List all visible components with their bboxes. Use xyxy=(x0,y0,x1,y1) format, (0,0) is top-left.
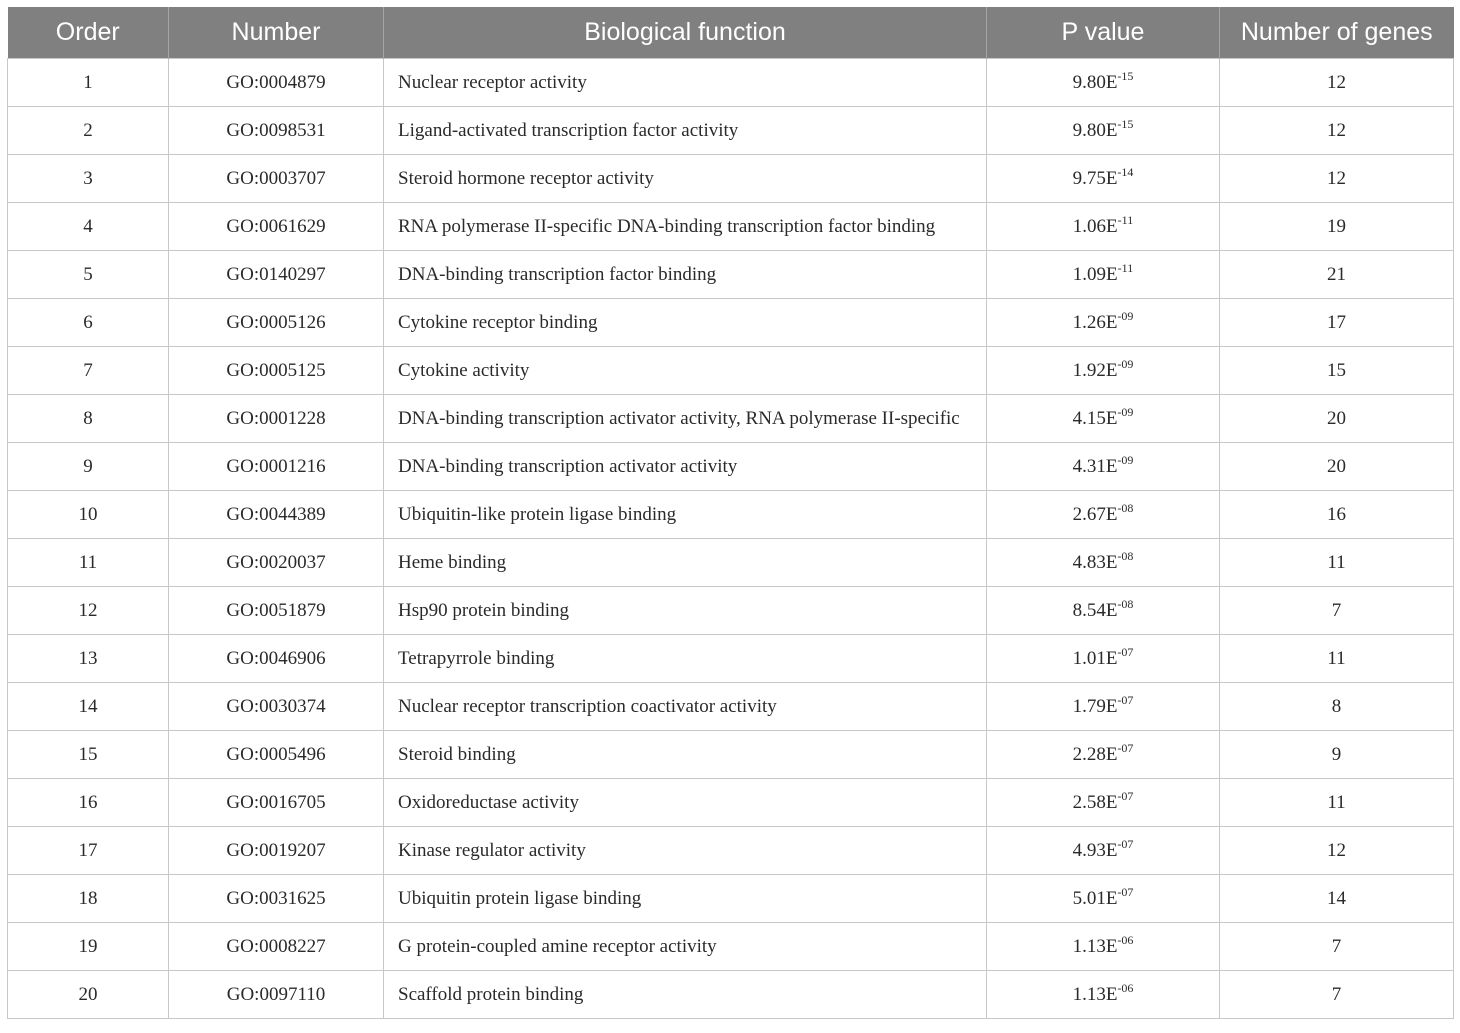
p-value-mantissa: 5.01E xyxy=(1072,887,1118,909)
p-value-cell xyxy=(987,779,1220,827)
biological-function-cell: Cytokine activity xyxy=(384,347,987,395)
gene-count-cell: 15 xyxy=(1220,347,1454,395)
table-row xyxy=(8,491,1454,539)
biological-function-cell: Ubiquitin-like protein ligase binding xyxy=(384,491,987,539)
biological-function-cell: Steroid hormone receptor activity xyxy=(384,155,987,203)
biological-function-cell: DNA-binding transcription activator activity xyxy=(384,443,987,491)
table-row xyxy=(8,779,1454,827)
biological-function-cell: Ligand-activated transcription factor activity xyxy=(384,107,987,155)
order-cell: 18 xyxy=(8,875,169,923)
gene-count-cell: 7 xyxy=(1220,923,1454,971)
p-value-cell xyxy=(987,971,1220,1019)
go-number-cell: GO:0019207 xyxy=(169,827,384,875)
table-row xyxy=(8,539,1454,587)
table-row xyxy=(8,59,1454,107)
p-value-cell xyxy=(987,155,1220,203)
p-value-mantissa: 4.83E xyxy=(1072,551,1118,573)
gene-count-cell: 19 xyxy=(1220,203,1454,251)
p-value-exponent: -09 xyxy=(1117,452,1134,467)
biological-function-cell: DNA-binding transcription factor binding xyxy=(384,251,987,299)
p-value-cell xyxy=(987,59,1220,107)
go-enrichment-table xyxy=(7,7,1454,1019)
biological-function-cell: Tetrapyrrole binding xyxy=(384,635,987,683)
p-value-cell xyxy=(987,443,1220,491)
p-value-cell xyxy=(987,491,1220,539)
biological-function-cell: G protein-coupled amine receptor activity xyxy=(384,923,987,971)
order-cell: 8 xyxy=(8,395,169,443)
go-number-cell: GO:0044389 xyxy=(169,491,384,539)
order-cell: 16 xyxy=(8,779,169,827)
table-header xyxy=(8,7,1454,59)
go-number-cell: GO:0030374 xyxy=(169,683,384,731)
table-row xyxy=(8,731,1454,779)
go-number-cell: GO:0001216 xyxy=(169,443,384,491)
p-value-mantissa: 1.79E xyxy=(1072,695,1118,717)
header-p-value: P value xyxy=(987,7,1220,59)
p-value-exponent: -07 xyxy=(1117,644,1134,659)
order-cell: 11 xyxy=(8,539,169,587)
order-cell: 6 xyxy=(8,299,169,347)
gene-count-cell: 17 xyxy=(1220,299,1454,347)
go-number-cell: GO:0046906 xyxy=(169,635,384,683)
p-value-exponent: -08 xyxy=(1117,500,1134,515)
table-row xyxy=(8,827,1454,875)
biological-function-cell: Scaffold protein binding xyxy=(384,971,987,1019)
order-cell: 12 xyxy=(8,587,169,635)
biological-function-cell: Ubiquitin protein ligase binding xyxy=(384,875,987,923)
gene-count-cell: 9 xyxy=(1220,731,1454,779)
header-number: Number xyxy=(169,7,384,59)
p-value-exponent: -06 xyxy=(1117,932,1134,947)
gene-count-cell: 12 xyxy=(1220,827,1454,875)
table-row xyxy=(8,155,1454,203)
p-value-exponent: -15 xyxy=(1117,68,1134,83)
order-cell: 4 xyxy=(8,203,169,251)
p-value-mantissa: 1.01E xyxy=(1072,647,1118,669)
p-value-exponent: -07 xyxy=(1117,836,1134,851)
p-value-mantissa: 2.58E xyxy=(1072,791,1118,813)
biological-function-cell: Hsp90 protein binding xyxy=(384,587,987,635)
p-value-cell xyxy=(987,827,1220,875)
go-number-cell: GO:0016705 xyxy=(169,779,384,827)
go-number-cell: GO:0005125 xyxy=(169,347,384,395)
go-number-cell: GO:0097110 xyxy=(169,971,384,1019)
gene-count-cell: 21 xyxy=(1220,251,1454,299)
p-value-cell xyxy=(987,683,1220,731)
p-value-cell xyxy=(987,107,1220,155)
table-row xyxy=(8,443,1454,491)
p-value-mantissa: 1.13E xyxy=(1072,983,1118,1005)
p-value-mantissa: 2.28E xyxy=(1072,743,1118,765)
p-value-exponent: -09 xyxy=(1117,356,1134,371)
p-value-exponent: -08 xyxy=(1117,548,1134,563)
table-row xyxy=(8,203,1454,251)
header-row xyxy=(8,7,1454,59)
go-number-cell: GO:0031625 xyxy=(169,875,384,923)
gene-count-cell: 7 xyxy=(1220,587,1454,635)
gene-count-cell: 7 xyxy=(1220,971,1454,1019)
table-row xyxy=(8,635,1454,683)
go-number-cell: GO:0140297 xyxy=(169,251,384,299)
order-cell: 20 xyxy=(8,971,169,1019)
biological-function-cell: Nuclear receptor activity xyxy=(384,59,987,107)
order-cell: 2 xyxy=(8,107,169,155)
biological-function-cell: Kinase regulator activity xyxy=(384,827,987,875)
go-number-cell: GO:0098531 xyxy=(169,107,384,155)
p-value-exponent: -07 xyxy=(1117,788,1134,803)
order-cell: 7 xyxy=(8,347,169,395)
order-cell: 5 xyxy=(8,251,169,299)
gene-count-cell: 20 xyxy=(1220,395,1454,443)
p-value-exponent: -07 xyxy=(1117,884,1134,899)
p-value-cell xyxy=(987,635,1220,683)
p-value-cell xyxy=(987,587,1220,635)
gene-count-cell: 12 xyxy=(1220,107,1454,155)
table-row xyxy=(8,395,1454,443)
p-value-exponent: -09 xyxy=(1117,308,1134,323)
go-number-cell: GO:0005496 xyxy=(169,731,384,779)
p-value-cell xyxy=(987,875,1220,923)
gene-count-cell: 11 xyxy=(1220,635,1454,683)
p-value-exponent: -11 xyxy=(1117,212,1134,227)
header-biological-function: Biological function xyxy=(384,7,987,59)
table-row xyxy=(8,875,1454,923)
p-value-mantissa: 1.13E xyxy=(1072,935,1118,957)
gene-count-cell: 14 xyxy=(1220,875,1454,923)
gene-count-cell: 8 xyxy=(1220,683,1454,731)
order-cell: 14 xyxy=(8,683,169,731)
header-order: Order xyxy=(8,7,169,59)
table-row xyxy=(8,299,1454,347)
order-cell: 9 xyxy=(8,443,169,491)
go-number-cell: GO:0004879 xyxy=(169,59,384,107)
p-value-mantissa: 2.67E xyxy=(1072,503,1118,525)
biological-function-cell: Heme binding xyxy=(384,539,987,587)
p-value-exponent: -07 xyxy=(1117,692,1134,707)
biological-function-cell: RNA polymerase II-specific DNA-binding transcription factor binding xyxy=(384,203,987,251)
p-value-mantissa: 9.80E xyxy=(1072,71,1118,93)
biological-function-cell: DNA-binding transcription activator activity, RNA polymerase II-specific xyxy=(384,395,987,443)
biological-function-cell: Nuclear receptor transcription coactivator activity xyxy=(384,683,987,731)
p-value-exponent: -08 xyxy=(1117,596,1134,611)
go-number-cell: GO:0051879 xyxy=(169,587,384,635)
table-row xyxy=(8,347,1454,395)
p-value-exponent: -11 xyxy=(1117,260,1134,275)
p-value-cell xyxy=(987,923,1220,971)
gene-count-cell: 20 xyxy=(1220,443,1454,491)
biological-function-cell: Oxidoreductase activity xyxy=(384,779,987,827)
p-value-mantissa: 1.06E xyxy=(1072,215,1118,237)
order-cell: 19 xyxy=(8,923,169,971)
table-row xyxy=(8,971,1454,1019)
table-row xyxy=(8,923,1454,971)
p-value-cell xyxy=(987,539,1220,587)
p-value-exponent: -14 xyxy=(1117,164,1134,179)
go-number-cell: GO:0008227 xyxy=(169,923,384,971)
p-value-cell xyxy=(987,731,1220,779)
p-value-mantissa: 4.31E xyxy=(1072,455,1118,477)
table-body xyxy=(8,59,1454,1019)
table-row xyxy=(8,683,1454,731)
order-cell: 13 xyxy=(8,635,169,683)
table-row xyxy=(8,587,1454,635)
p-value-mantissa: 9.80E xyxy=(1072,119,1118,141)
p-value-mantissa: 4.15E xyxy=(1072,407,1118,429)
p-value-exponent: -15 xyxy=(1117,116,1134,131)
p-value-mantissa: 9.75E xyxy=(1072,167,1118,189)
p-value-cell xyxy=(987,203,1220,251)
p-value-mantissa: 1.92E xyxy=(1072,359,1118,381)
p-value-mantissa: 4.93E xyxy=(1072,839,1118,861)
order-cell: 15 xyxy=(8,731,169,779)
p-value-cell xyxy=(987,395,1220,443)
header-number-of-genes: Number of genes xyxy=(1220,7,1454,59)
p-value-exponent: -07 xyxy=(1117,740,1134,755)
p-value-mantissa: 1.26E xyxy=(1072,311,1118,333)
gene-count-cell: 12 xyxy=(1220,155,1454,203)
p-value-cell xyxy=(987,347,1220,395)
p-value-exponent: -06 xyxy=(1117,980,1134,995)
order-cell: 10 xyxy=(8,491,169,539)
p-value-mantissa: 8.54E xyxy=(1072,599,1118,621)
order-cell: 3 xyxy=(8,155,169,203)
p-value-cell xyxy=(987,299,1220,347)
p-value-exponent: -09 xyxy=(1117,404,1134,419)
gene-count-cell: 12 xyxy=(1220,59,1454,107)
go-number-cell: GO:0005126 xyxy=(169,299,384,347)
table-row xyxy=(8,107,1454,155)
biological-function-cell: Cytokine receptor binding xyxy=(384,299,987,347)
biological-function-cell: Steroid binding xyxy=(384,731,987,779)
gene-count-cell: 16 xyxy=(1220,491,1454,539)
go-number-cell: GO:0061629 xyxy=(169,203,384,251)
order-cell: 17 xyxy=(8,827,169,875)
gene-count-cell: 11 xyxy=(1220,779,1454,827)
go-number-cell: GO:0020037 xyxy=(169,539,384,587)
table-row xyxy=(8,251,1454,299)
p-value-cell xyxy=(987,251,1220,299)
go-number-cell: GO:0003707 xyxy=(169,155,384,203)
go-number-cell: GO:0001228 xyxy=(169,395,384,443)
gene-count-cell: 11 xyxy=(1220,539,1454,587)
order-cell: 1 xyxy=(8,59,169,107)
p-value-mantissa: 1.09E xyxy=(1072,263,1118,285)
